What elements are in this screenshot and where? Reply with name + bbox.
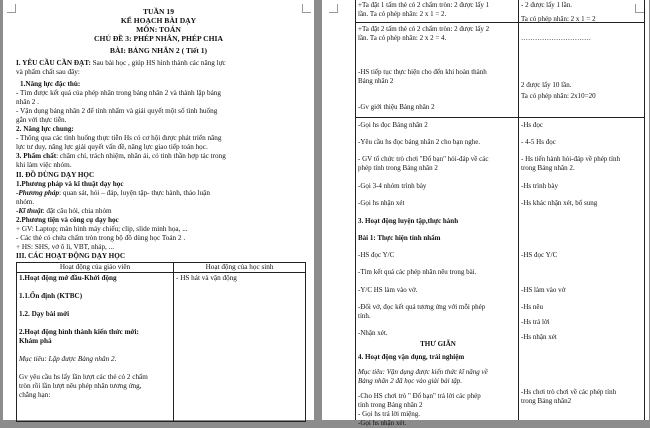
table-border-right [644,0,645,420]
general-line: - Thông qua các tình huống thực tiễn Hs có cơ hội được phát triển năng [16,134,222,142]
technique-label: -Kĩ thuật [16,207,43,215]
activity-text: Gv yêu cầu hs lấy lần lượt các thẻ có 2 chấm [19,373,148,381]
student-text: -Hs chơi trò chơi về các phép tính [521,388,617,396]
specific-line: - Vận dụng bảng nhân 2 để tính nhẩm và giải quyết một số tình huống [16,107,218,115]
media-line: + GV: Laptop; màn hình máy chiếu; clip, slide minh họa, ... [16,225,188,233]
activity-text: phép tính trong Bảng nhân 2 [358,164,438,172]
requirements-line [16,59,226,68]
quality-label: 3. Phẩm chất [16,152,57,160]
activity-text: chẳng hạn: [19,391,51,399]
document-page-2 [322,0,649,427]
student-text: - Hs tiến hành hỏi-đáp về phép tính [521,155,620,163]
methods-text: : quan sát, hỏi – đáp, luyện tập- thực hành, thảo luận [59,189,210,197]
activity-text: +Ta đặt 2 tấm thẻ có 2 chấm tròn: 2 được lấy 2 [358,25,490,33]
activity-heading: 1.1.Ổn định (KTBC) [19,292,83,300]
student-text: 2 được lấy 10 lần. [521,81,572,89]
activity-heading: 4. Hoạt động vận dụng, trải nghiệm [358,353,465,361]
requirements-intro-cont: và phẩm chất sau đây: [16,68,80,76]
activity-text: -Nhận xét. [358,329,388,337]
topic-title: CHỦ ĐỀ 3: PHÉP NHÂN, PHÉP CHIA [94,34,223,43]
student-text: Ta có phép nhân: 2x10=20 [521,92,596,100]
exercise-heading: Bài 1: Thực hiện tính nhẩm [358,234,441,242]
margin-corner-mark [635,4,644,13]
student-text: - 2 được lấy 1 lần. [521,1,573,9]
activity-text: tính. [358,312,371,320]
technique-text: : đặt câu hỏi, chia nhóm [42,207,112,215]
table-column-divider [518,0,519,420]
student-text: -HS đọc Y/C [521,251,558,259]
activity-text: -Yêu cầu hs đọc bảng nhân 2 cho bạn nghe. [358,138,481,146]
week-title: TUẦN 19 [142,7,174,16]
activity-text: -Gọi hs đọc Bảng nhân 2 [358,121,428,129]
table-header-row [17,263,306,273]
activity-text: - GV tổ chức trò chơi "Đố bạn" hỏi-đáp về các [358,155,489,163]
activity-objective: Mục tiêu: Vận dụng được kiến thức kĩ năng về [358,368,488,376]
general-competence-heading: 2. Năng lực chung: [16,125,74,133]
quality-text: : chăm chỉ, trách nhiệm, nhân ái, có tinh thần hợp tác trong [56,152,226,160]
requirements-heading: I. YÊU CẦU CẦN ĐẠT: [16,59,91,67]
lesson-title: BÀI: BẢNG NHÂN 2 ( Tiết 1) [109,46,208,55]
methods-heading: 1.Phương pháp và kĩ thuật dạy học [16,180,124,188]
student-text: -Hs nêu [521,303,543,311]
activity-heading: Khám phá [19,337,52,345]
media-line: + HS: SHS, vở ô li, VBT, nháp, ... [16,243,115,251]
plan-title: KẾ HOẠCH BÀI DẠY [120,16,197,25]
methods-line: nhóm. [16,198,35,206]
student-text: - 4-5 Hs đọc [521,138,556,146]
activity-text: tròn rồi lần lượt nêu phép nhân tương ứng, [19,382,142,390]
activity-text: -Gọi hs nhận xét [358,199,405,207]
specific-competence-heading: 1.Năng lực đặc thù: [20,80,81,88]
general-line: lực tư duy, năng lực giải quyết vấn đề, năng lực giao tiếp toán học. [16,143,208,151]
table-row-divider [355,22,644,23]
activity-text: - Gọi hs trả lời miệng. [358,410,421,418]
student-text: trong Bảng nhân 2. [521,164,575,172]
activity-text: -Y/C HS làm vào vở. [358,286,418,294]
column-header-student: Hoạt động của học sinh [174,263,306,273]
table-row-divider [355,117,644,118]
activity-text: tính trong Bảng nhân 2 [358,401,423,409]
student-cell [174,273,306,422]
tools-heading: II. ĐỒ DÙNG DẠY HỌC [16,171,95,179]
activity-text: lần. Ta có phép nhân: 2 x 1 = 2. [358,10,447,18]
activity-text: -Tìm kết quả các phép nhân nêu trong bài. [358,268,477,276]
student-text: ………………………… [521,34,591,42]
activity-text: -Gọi hs nhận xét. [358,419,407,427]
activity-text: -HS đọc Y/C [358,251,395,259]
table-border-left [355,0,356,420]
specific-line: gắn với thực tiễn. [16,116,67,124]
subject-title: MÔN: TOÁN [136,25,181,34]
student-text: -Hs trả lời [521,318,550,326]
activity-text: Bảng nhân 2 [358,77,394,85]
activity-objective: Mục tiêu: Lập được Bảng nhân 2. [19,355,117,363]
activities-heading: III. CÁC HOẠT ĐỘNG DẠY HỌC [16,252,126,260]
media-heading: 2.Phương tiện và công cụ dạy học [16,216,119,224]
specific-line: nhân 2 . [16,98,39,106]
media-line: - Các thẻ có chứa chấm tròn trong bộ đồ dùng học Toán 2 . [16,234,186,242]
student-text: -Hs khác nhận xét, bổ sung [521,199,598,207]
student-text: -HS làm vào vở [521,286,566,294]
table-row [17,273,306,422]
activity-heading: 1.Hoạt động mở đầu-Khởi động [19,274,117,282]
student-text: -Hs trình bày [521,182,558,190]
activity-heading: 3. Hoạt động luyện tập,thực hành [358,217,459,225]
activity-heading: 1.2. Dạy bài mới [19,310,70,318]
break-heading: THƯ GIÃN [420,340,456,348]
student-text: -Hs đọc [521,121,543,129]
teacher-cell [17,273,174,422]
quality-line [16,152,226,161]
activity-text: -Gọi 3-4 nhóm trình bày [358,182,427,190]
document-page-1 [3,0,314,420]
student-text: Ta có phép nhân: 2 x 1 = 2 [521,15,596,23]
methods-line [16,189,210,198]
activity-text: -Đổi vở, đọc kết quả tương ứng với mỗi phép [358,303,486,311]
activities-table [16,262,306,422]
student-text: trong Bảng nhân2 [521,397,572,405]
quality-line: khi làm việc nhóm. [16,161,72,169]
specific-line: - Tìm được kết quả của phép nhân trong bảng nhân 2 và thành lập bảng [16,89,221,97]
activity-text: - HS hát và vận động [176,274,237,282]
student-text: -Hs nhận xét [521,333,557,341]
activity-text: -Cho HS chơi trò " Đố bạn" trả lời các phép [358,392,481,400]
column-header-teacher: Hoạt động của giáo viên [17,263,174,273]
activity-text: -HS tiếp tục thực hiện cho đến khi hoàn thành [358,68,487,76]
activity-text: -Gv giới thiệu Bảng nhân 2 [358,103,435,111]
activity-text: +Ta đặt 1 tấm thẻ có 2 chấm tròn: 2 được lấy 1 [358,1,490,9]
activity-text: lần. Ta có phép nhân: 2 x 2 = 4. [358,34,447,42]
requirements-intro: Sau bài học , giúp HS hình thành các năng lực [90,59,226,67]
methods-label: -Phương pháp [16,189,60,197]
activity-heading: 2.Hoạt động hình thành kiến thức mới: [19,328,139,336]
margin-corner-mark [329,4,338,13]
activity-objective: Bảng nhân 2 đã học vào giải bài tập. [358,377,463,385]
technique-line [16,207,112,216]
